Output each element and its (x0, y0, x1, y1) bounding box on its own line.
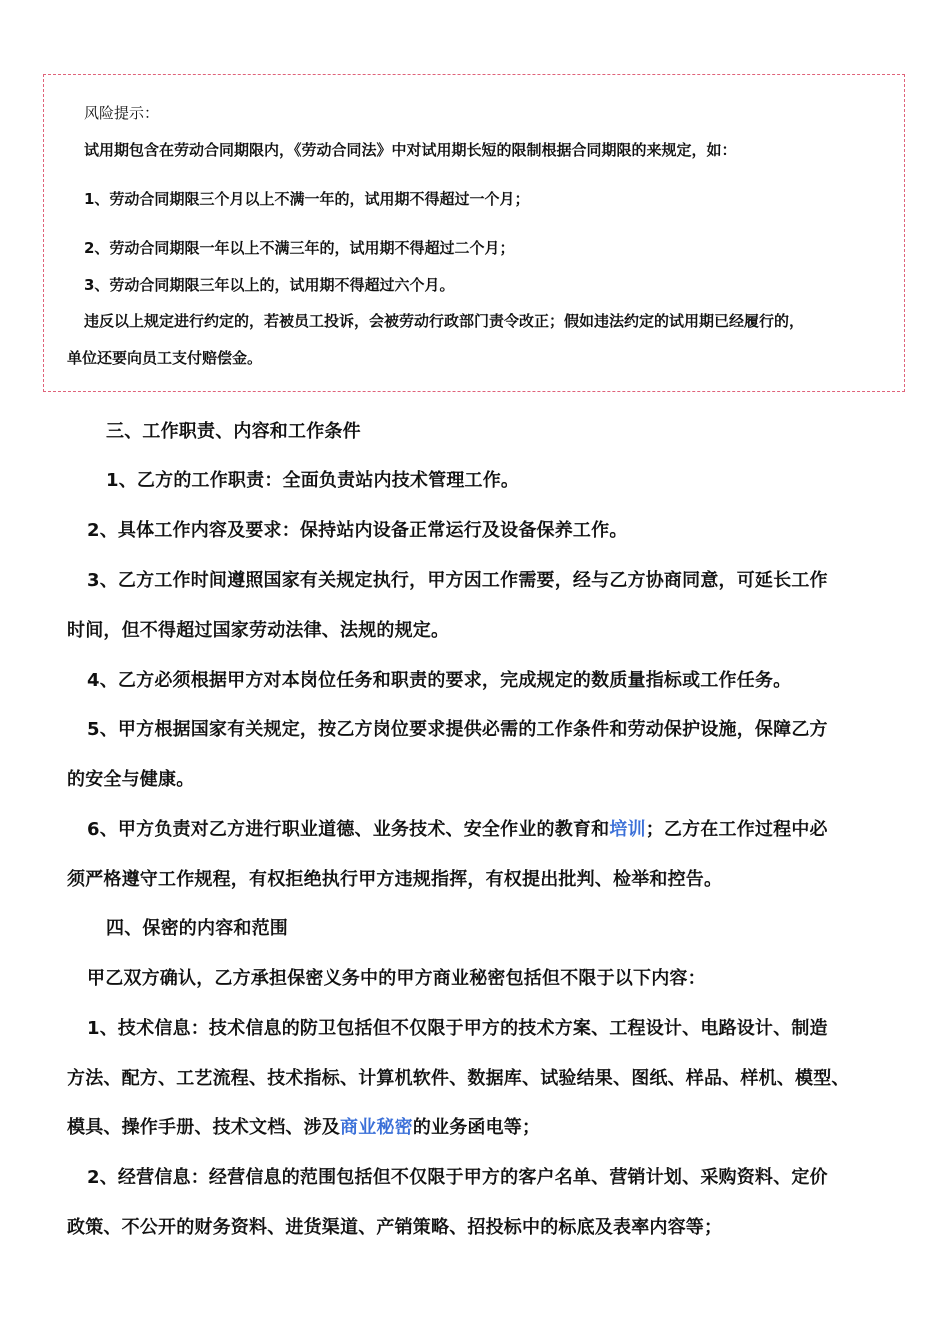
p1-text-pre: 模具、操作手册、技术文档、涉及 (67, 1117, 340, 1138)
section-3-p3-line-1: 3、乙方工作时间遵照国家有关规定执行，甲方因工作需要，经与乙方协商同意，可延长工作 (87, 570, 828, 591)
section-4-heading: 四、保密的内容和范围 (106, 918, 288, 939)
risk-warning-line-2: 单位还要向员工支付赔偿金。 (67, 349, 263, 367)
risk-item-1: 1、劳动合同期限三个月以上不满一年的，试用期不得超过一个月； (84, 190, 530, 208)
p1-text-post: 的业务函电等； (412, 1117, 541, 1138)
risk-item-2: 2、劳动合同期限一年以上不满三年的，试用期不得超过二个月； (84, 239, 515, 257)
section-4-p1-line-2: 方法、配方、工艺流程、技术指标、计算机软件、数据库、试验结果、图纸、样品、样机、模型、 (67, 1068, 850, 1089)
section-3-heading: 三、工作职责、内容和工作条件 (106, 421, 361, 442)
section-4-p2-line-1: 2、经营信息：经营信息的范围包括但不仅限于甲方的客户名单、营销计划、采购资料、定价 (87, 1167, 828, 1188)
section-3-p2: 2、具体工作内容及要求：保持站内设备正常运行及设备保养工作。 (87, 520, 628, 541)
section-3-p5-line-1: 5、甲方根据国家有关规定，按乙方岗位要求提供必需的工作条件和劳动保护设施，保障乙方 (87, 719, 828, 740)
trade-secret-link[interactable]: 商业秘密 (340, 1117, 413, 1138)
section-4-intro: 甲乙双方确认，乙方承担保密义务中的甲方商业秘密包括但不限于以下内容： (87, 968, 706, 989)
p6-text-pre: 6、甲方负责对乙方进行职业道德、业务技术、安全作业的教育和 (87, 819, 610, 840)
risk-warning-line-1: 违反以上规定进行约定的，若被员工投诉，会被劳动行政部门责令改正；假如违法约定的试用期已经履行的， (84, 312, 805, 330)
section-3-p4: 4、乙方必须根据甲方对本岗位任务和职责的要求，完成规定的数质量指标或工作任务。 (87, 670, 792, 691)
section-4-p2-line-2: 政策、不公开的财务资料、进货渠道、产销策略、招投标中的标底及表率内容等； (67, 1217, 723, 1238)
section-4-p1-line-3 (67, 1116, 540, 1140)
risk-title: 风险提示： (84, 104, 160, 122)
section-3-p5-line-2: 的安全与健康。 (67, 769, 195, 790)
p6-text-post: ；乙方在工作过程中必 (645, 819, 828, 840)
risk-intro: 试用期包含在劳动合同期限内，《劳动合同法》中对试用期长短的限制根据合同期限的来规定，如： (84, 141, 737, 159)
risk-notice-box (43, 74, 905, 392)
training-link[interactable]: 培训 (609, 819, 646, 840)
section-4-p1-line-1: 1、技术信息：技术信息的防卫包括但不仅限于甲方的技术方案、工程设计、电路设计、制造 (87, 1018, 828, 1039)
section-3-p3-line-2: 时间，但不得超过国家劳动法律、法规的规定。 (67, 620, 450, 641)
section-3-p6-line-2: 须严格遵守工作规程，有权拒绝执行甲方违规指挥，有权提出批判、检举和控告。 (67, 869, 723, 890)
section-3-p6-line-1 (87, 818, 828, 842)
section-3-p1: 1、乙方的工作职责：全面负责站内技术管理工作。 (106, 470, 520, 491)
risk-item-3: 3、劳动合同期限三年以上的，试用期不得超过六个月。 (84, 276, 455, 294)
